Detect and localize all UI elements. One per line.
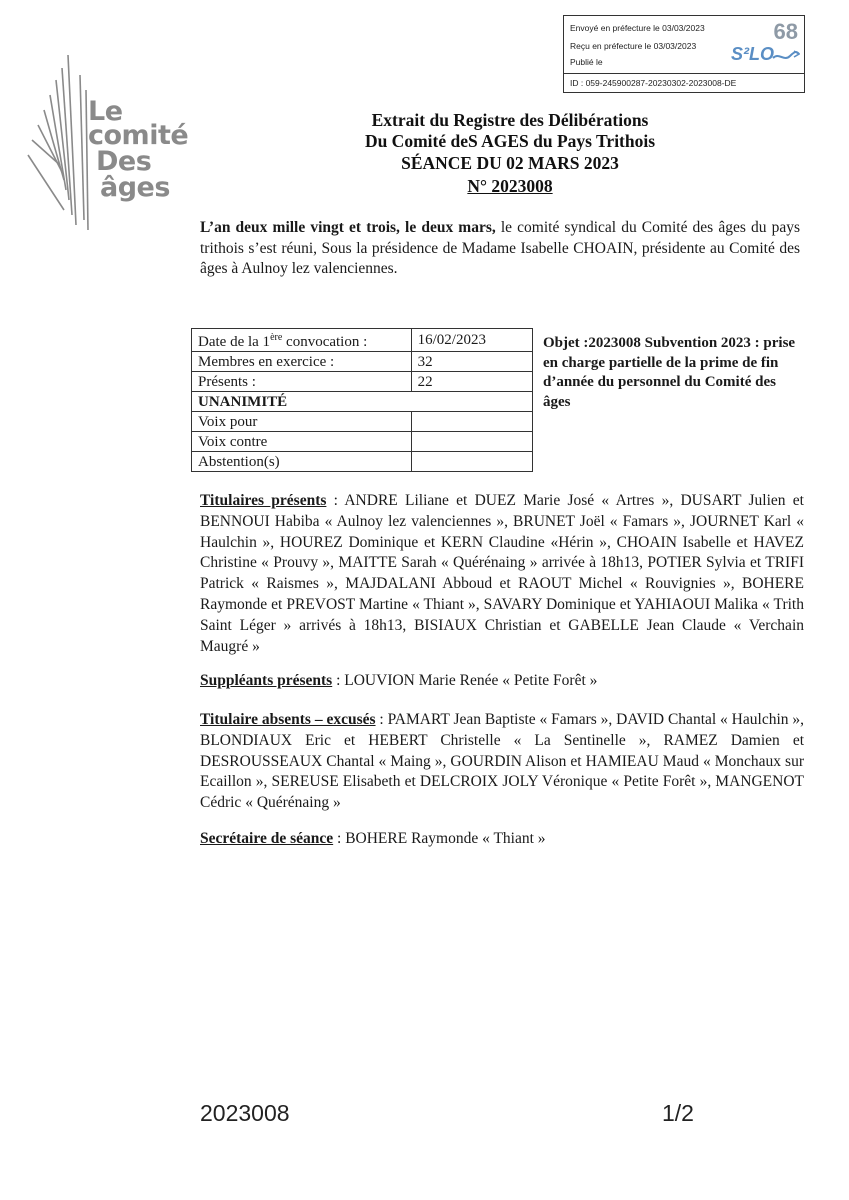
slo-wave-icon: [772, 49, 800, 63]
convocation-table: [191, 328, 533, 472]
comite-des-ages-logo: [20, 50, 210, 240]
intro-text: le comité syndical du Comité des âges du pays trithois s’est réuni, Sous la présidence de Madame Isabelle CHOAIN, présidente au Comité des âges à Aulnoy lez valenciennes.: [200, 219, 800, 277]
logo-word-ages: âges: [100, 172, 170, 203]
secretaire-seance: [200, 829, 804, 850]
stamp-brand: S²LO: [731, 44, 774, 64]
logo-word-le: Le: [88, 96, 123, 127]
abstention-value: [411, 452, 532, 472]
footer-page-number: 1/2: [662, 1100, 694, 1126]
stamp-publie: Publié le: [570, 57, 603, 67]
secretaire-seance-text: : BOHERE Raymonde « Thiant »: [333, 830, 546, 847]
presents-value: 22: [411, 372, 532, 392]
voix-pour-value: [411, 412, 532, 432]
stamp-separator: [564, 73, 804, 74]
intro-paragraph: [200, 218, 800, 280]
voix-contre-label: Voix contre: [192, 432, 412, 452]
voix-pour-label: Voix pour: [192, 412, 412, 432]
table-row: [192, 412, 533, 432]
intro-bold: L’an deux mille vingt et trois, le deux mars,: [200, 219, 496, 236]
date-convocation-label: Date de la 1ère convocation :: [192, 329, 412, 352]
objet-text: Objet :2023008 Subvention 2023 : prise en charge partielle de la prime de fin d’année du personnel du Comité des âges: [543, 335, 796, 410]
abstention-label: Abstention(s): [192, 452, 412, 472]
stamp-envoye: Envoyé en préfecture le 03/03/2023: [570, 23, 705, 33]
heading-seance: SÉANCE DU 02 MARS 2023: [401, 153, 619, 173]
unanimite-cell: UNANIMITÉ: [192, 392, 533, 412]
titulaires-presents-text: : ANDRE Liliane et DUEZ Marie José « Artres », DUSART Julien et BENNOUI Habiba « Aulnoy lez valenciennes », BRUNET Joël « Famars », JOURNET Karl « Haulchin », HOUREZ Dominique et KERN Claudine «Hérin », CHOAIN Isabelle et HAVEZ Christine « Prouvy », MAITTE Sarah « Quérénaing » arrivée à 18h13, POTIER Sylvia et TRIFI Patrick « Raismes », MAJDALANI Abboud et RAOUT Michel « Rouvignies », BOHERE Raymonde et PREVOST Martine « Thiant », SAVARY Dominique et YAHIAOUI Malika « Trith Saint Léger » arrivés à 18h13, BISIAUX Christian et GABELLE Jean Claude « Verchain Maugré »: [200, 492, 804, 655]
titulaires-absents-label: Titulaire absents – excusés: [200, 711, 376, 728]
titulaires-presents: [200, 491, 804, 657]
table-row: [192, 352, 533, 372]
suppleants-presents-text: : LOUVION Marie Renée « Petite Forêt »: [332, 672, 598, 689]
logo-word-des: Des: [96, 146, 152, 177]
date-convocation-value: 16/02/2023: [411, 329, 532, 352]
secretaire-seance-label: Secrétaire de séance: [200, 830, 334, 847]
titulaires-absents-text: : PAMART Jean Baptiste « Famars », DAVID Chantal « Haulchin », BLONDIAUX Eric et HEBERT Christelle « La Sentinelle », RAMEZ Damien et DESROUSSEAUX Chantal « Maing », GOURDIN Alison et HAMIEAU Maud « Monchaux sur Ecaillon », SEREUSE Elisabeth et DELCROIX JOLY Véronique « Petite Forêt », MANGENOT Cédric « Quérénaing »: [200, 711, 804, 812]
membres-value: 32: [411, 352, 532, 372]
membres-label: Membres en exercice :: [192, 352, 412, 372]
stamp-number: 68: [773, 19, 798, 44]
titulaires-absents: [200, 710, 804, 814]
suppleants-presents-label: Suppléants présents: [200, 672, 333, 689]
heading-register: Extrait du Registre des Délibérations: [371, 110, 649, 130]
presents-label: Présents :: [192, 372, 412, 392]
footer-deliberation-number: 2023008: [200, 1100, 290, 1126]
heading-number: N° 2023008: [467, 176, 553, 196]
titulaires-presents-label: Titulaires présents: [200, 492, 327, 509]
stamp-id: ID : 059-245900287-20230302-2023008-DE: [570, 78, 737, 88]
voix-contre-value: [411, 432, 532, 452]
table-row: [192, 329, 533, 352]
table-row: [192, 372, 533, 392]
heading-committee: Du Comité deS AGES du Pays Trithois: [364, 131, 656, 151]
logo-word-comite: comité: [88, 120, 189, 151]
table-row: [192, 432, 533, 452]
stamp-recu: Reçu en préfecture le 03/03/2023: [570, 41, 697, 51]
prefecture-stamp: [563, 15, 805, 93]
suppleants-presents: [200, 671, 804, 692]
table-row: [192, 392, 533, 412]
table-row: [192, 452, 533, 472]
